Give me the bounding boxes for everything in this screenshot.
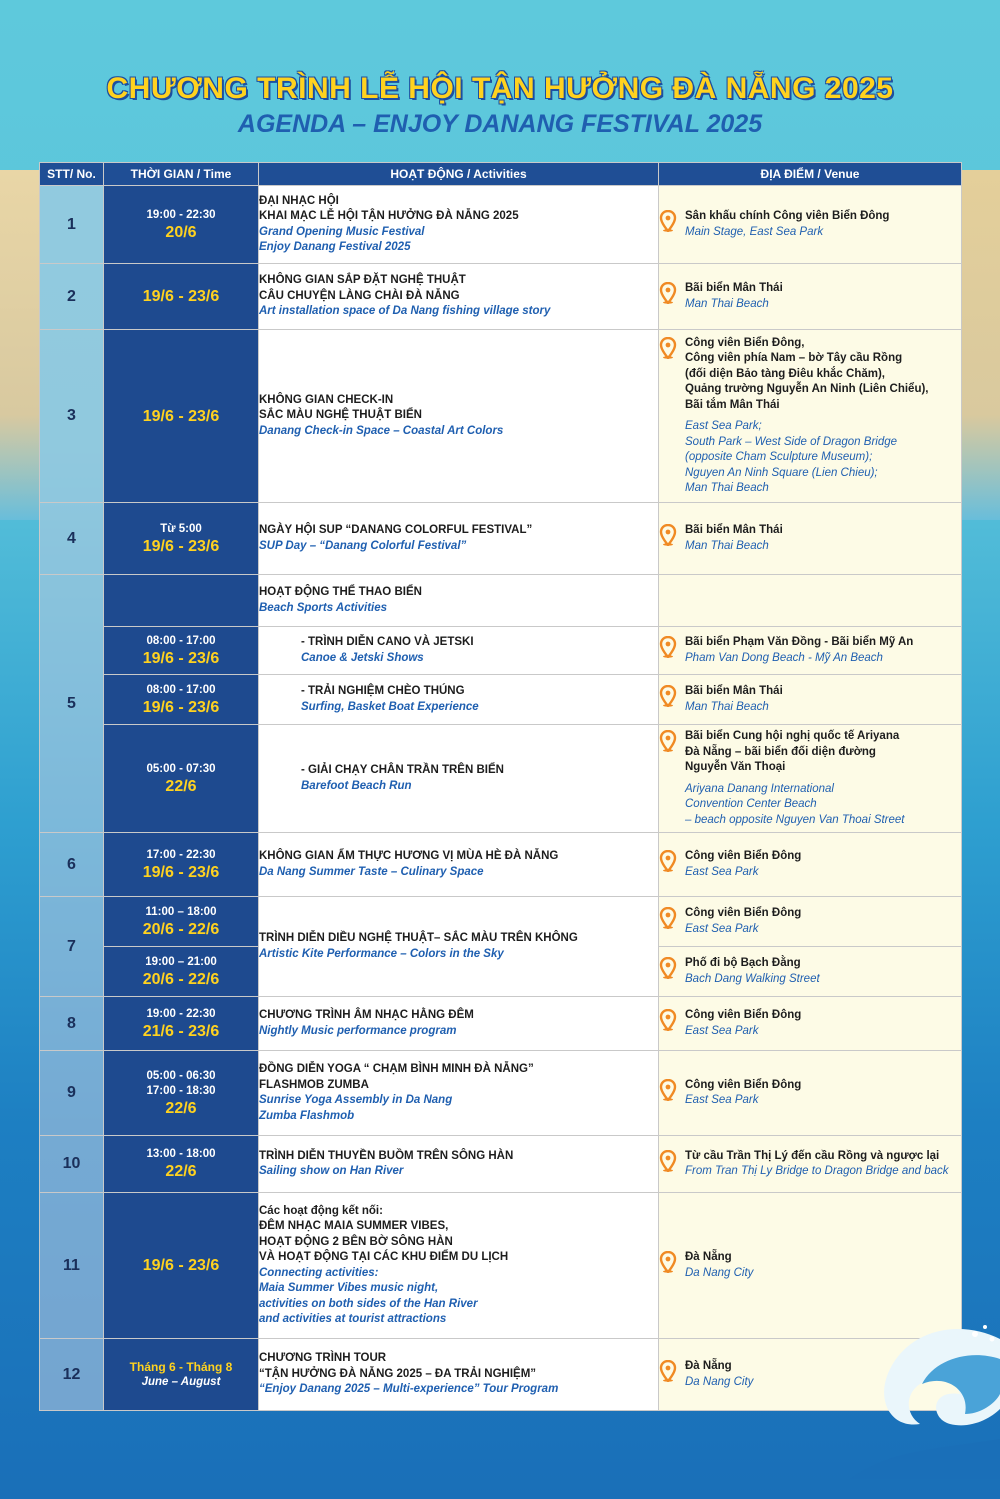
row-number: 10 (40, 1136, 104, 1193)
table-row (40, 627, 962, 675)
time-cell (104, 1051, 259, 1136)
activity-cell (259, 1136, 659, 1193)
time-range: 08:00 - 17:00 (146, 634, 216, 647)
activity-cell (259, 833, 659, 897)
activity-en: Surfing, Basket Boat Experience (301, 700, 479, 713)
venue-vn: Công viên Biển Đông (685, 850, 802, 862)
date-range: 22/6 (165, 1163, 197, 1180)
venue-cell (659, 947, 962, 997)
beach-right-decoration (960, 170, 1000, 520)
venue-vn: (đối diện Bảo tàng Điêu khắc Chăm), (685, 367, 885, 380)
time-range: 13:00 - 18:00 (146, 1148, 216, 1160)
venue-en: East Sea Park (685, 922, 759, 935)
venue-vn: Bãi biển Mân Thái (685, 685, 783, 697)
time-cell (104, 997, 259, 1051)
table-row (40, 1339, 962, 1411)
header-time: THỜI GIAN / Time (104, 163, 259, 186)
venue-en: (opposite Cham Sculpture Museum); (685, 451, 873, 463)
agenda-table (39, 162, 962, 1411)
header-no: STT/ No. (40, 163, 104, 186)
venue-vn: Công viên phía Nam – bờ Tây cầu Rồng (685, 352, 903, 364)
header-activities: HOẠT ĐỘNG / Activities (259, 163, 659, 186)
row-number: 12 (40, 1339, 104, 1411)
row-number: 2 (40, 264, 104, 330)
activity-vn: Các hoạt động kết nối: (259, 1204, 383, 1217)
activity-cell (259, 264, 659, 330)
time-cell (104, 1193, 259, 1339)
venue-vn: Công viên Biển Đông (685, 907, 802, 919)
activity-cell (259, 1051, 659, 1136)
date-range: Tháng 6 - Tháng 8 (129, 1360, 233, 1374)
location-pin-icon (659, 957, 677, 979)
activity-en: activities on both sides of the Han River (259, 1297, 478, 1310)
table-row (40, 1051, 962, 1136)
activity-vn: CHƯƠNG TRÌNH TOUR (259, 1352, 387, 1365)
time-range: Từ 5:00 (160, 522, 202, 535)
venue-cell (659, 503, 962, 575)
activity-en: Art installation space of Da Nang fishing village story (259, 305, 551, 318)
venue-vn: Bãi biển Mân Thái (685, 282, 783, 294)
activity-en: and activities at tourist attractions (259, 1313, 447, 1325)
activity-vn: KHÔNG GIAN ẨM THỰC HƯƠNG VỊ MÙA HÈ ĐÀ NẴNG (259, 850, 559, 862)
date-range: 19/6 - 23/6 (142, 407, 220, 425)
activity-vn: FLASHMOB ZUMBA (259, 1078, 369, 1091)
activity-en: Artistic Kite Performance – Colors in the Sky (259, 947, 504, 960)
venue-vn: Đà Nẵng – bãi biển đối diện đường (685, 745, 876, 758)
row-number: 1 (40, 186, 104, 264)
activity-en: Maia Summer Vibes music night, (259, 1282, 439, 1294)
title-vietnamese: CHƯƠNG TRÌNH LỄ HỘI TẬN HƯỞNG ĐÀ NẴNG 2025 (106, 72, 894, 105)
venue-cell (659, 897, 962, 947)
venue-cell (659, 833, 962, 897)
activity-en: Danang Check-in Space – Coastal Art Colors (259, 424, 504, 437)
activity-en: Da Nang Summer Taste – Culinary Space (259, 865, 484, 878)
activity-vn: ĐỒNG DIỄN YOGA “ CHẠM BÌNH MINH ĐÀ NẴNG” (259, 1063, 534, 1075)
wave-icon (850, 1299, 1000, 1479)
venue-vn: Bãi biển Phạm Văn Đồng - Bãi biển Mỹ An (685, 636, 914, 648)
time-cell (104, 947, 259, 997)
location-pin-icon (659, 1360, 677, 1382)
time-range: 05:00 - 06:30 (146, 1069, 216, 1082)
venue-en: Bach Dang Walking Street (685, 972, 820, 985)
activity-en: Sailing show on Han River (259, 1165, 404, 1177)
activity-en: Zumba Flashmob (259, 1109, 355, 1122)
venue-cell (659, 186, 962, 264)
table-header-row (40, 163, 962, 186)
time-range: 17:00 - 18:30 (146, 1084, 216, 1097)
venue-vn: Đà Nẵng (685, 1251, 732, 1263)
activity-cell (259, 997, 659, 1051)
venue-cell (659, 1136, 962, 1193)
time-range: 08:00 - 17:00 (146, 683, 216, 696)
table-row (40, 1136, 962, 1193)
location-pin-icon (659, 730, 677, 752)
time-cell (104, 1339, 259, 1411)
location-pin-icon (659, 282, 677, 304)
activity-vn: HOẠT ĐỘNG THỂ THAO BIỂN (259, 586, 422, 598)
beach-left-decoration (0, 170, 40, 520)
activity-vn: CHƯƠNG TRÌNH ÂM NHẠC HẰNG ĐÊM (259, 1009, 474, 1021)
activity-vn: CÂU CHUYỆN LÀNG CHÀI ĐÀ NẴNG (259, 289, 460, 302)
venue-en: East Sea Park; (685, 420, 762, 432)
row-number: 6 (40, 833, 104, 897)
date-range: 19/6 - 23/6 (142, 1257, 220, 1274)
venue-cell (659, 1051, 962, 1136)
activity-vn: TRÌNH DIỄN THUYỀN BUỒM TRÊN SÔNG HÀN (259, 1149, 514, 1162)
location-pin-icon (659, 685, 677, 707)
row-number: 7 (40, 897, 104, 997)
activity-en: Connecting activities: (259, 1266, 379, 1279)
venue-en: Man Thai Beach (685, 700, 769, 713)
activity-vn: - TRÌNH DIỄN CANO VÀ JETSKI (301, 636, 474, 648)
table-row (40, 503, 962, 575)
activity-cell (259, 330, 659, 503)
venue-en: Ariyana Danang International (685, 782, 834, 795)
venue-vn: Quảng trường Nguyễn An Ninh (Liên Chiểu), (685, 383, 929, 395)
date-range: 22/6 (165, 777, 197, 795)
date-range: 19/6 - 23/6 (142, 537, 220, 555)
venue-vn: Nguyễn Văn Thoại (685, 761, 786, 773)
date-range: 19/6 - 23/6 (142, 649, 220, 667)
venue-vn: Công viên Biển Đông (685, 1078, 802, 1091)
venue-cell (659, 330, 962, 503)
time-cell (104, 503, 259, 575)
time-range: 05:00 - 07:30 (146, 762, 216, 775)
activity-vn: - GIẢI CHẠY CHÂN TRẦN TRÊN BIỂN (301, 764, 504, 776)
location-pin-icon (659, 1009, 677, 1031)
activity-en: Grand Opening Music Festival (259, 225, 425, 238)
date-range: 20/6 - 22/6 (142, 970, 220, 988)
time-cell (104, 186, 259, 264)
location-pin-icon (659, 337, 677, 359)
row-number: 11 (40, 1193, 104, 1339)
venue-en: – beach opposite Nguyen Van Thoai Street (685, 813, 905, 826)
activity-en: Sunrise Yoga Assembly in Da Nang (259, 1094, 453, 1106)
table-row (40, 186, 962, 264)
activity-cell (259, 897, 659, 997)
venue-vn: Bãi biển Mân Thái (685, 524, 783, 536)
activity-vn: KHÔNG GIAN CHECK-IN (259, 393, 394, 406)
venue-cell (659, 264, 962, 330)
row-number: 5 (40, 575, 104, 833)
location-pin-icon (659, 1079, 677, 1101)
date-range: 20/6 (165, 223, 197, 241)
activity-cell (259, 1193, 659, 1339)
time-range: 19:00 - 22:30 (146, 208, 216, 221)
activity-en: “Enjoy Danang 2025 – Multi-experience” Tour Program (259, 1383, 559, 1396)
venue-cell (659, 997, 962, 1051)
activity-vn: ĐẠI NHẠC HỘI (259, 194, 339, 207)
date-range: 20/6 - 22/6 (142, 920, 220, 938)
activity-vn: VÀ HOẠT ĐỘNG TẠI CÁC KHU ĐIỂM DU LỊCH (259, 1251, 509, 1263)
table-row (40, 725, 962, 833)
location-pin-icon (659, 1150, 677, 1172)
table-row (40, 897, 962, 947)
time-cell (104, 575, 259, 627)
venue-en: Main Stage, East Sea Park (685, 225, 824, 238)
row-number: 9 (40, 1051, 104, 1136)
venue-en: Pham Van Dong Beach - Mỹ An Beach (685, 651, 883, 664)
time-cell (104, 330, 259, 503)
time-cell (104, 1136, 259, 1193)
activity-en: Canoe & Jetski Shows (301, 651, 424, 664)
venue-cell (659, 575, 962, 627)
row-number: 8 (40, 997, 104, 1051)
location-pin-icon (659, 636, 677, 658)
venue-en: Convention Center Beach (685, 798, 817, 810)
venue-en: Nguyen An Ninh Square (Lien Chieu); (685, 466, 878, 479)
location-pin-icon (659, 210, 677, 232)
date-range: 22/6 (165, 1099, 197, 1117)
venue-vn: Bãi biển Cung hội nghị quốc tế Ariyana (685, 730, 900, 742)
venue-vn: Bãi tắm Mân Thái (685, 398, 780, 411)
time-cell (104, 264, 259, 330)
row-number: 4 (40, 503, 104, 575)
date-range: 19/6 - 23/6 (142, 863, 220, 881)
activity-en: Beach Sports Activities (259, 601, 388, 614)
venue-vn: Công viên Biển Đông (685, 1009, 802, 1021)
header-venue: ĐỊA ĐIỂM / Venue (659, 163, 962, 186)
activity-cell (259, 725, 659, 833)
venue-vn: Từ cầu Trần Thị Lý đến cầu Rồng và ngược lại (685, 1149, 940, 1162)
venue-en: Da Nang City (685, 1266, 754, 1279)
time-cell (104, 627, 259, 675)
activity-cell (259, 503, 659, 575)
venue-vn: Đà Nẵng (685, 1360, 732, 1372)
date-range-english: June – August (141, 1376, 221, 1388)
table-row (40, 675, 962, 725)
activity-vn: KHAI MẠC LỄ HỘI TẬN HƯỞNG ĐÀ NẴNG 2025 (259, 210, 519, 222)
time-cell (104, 725, 259, 833)
activity-en: SUP Day – “Danang Colorful Festival” (259, 539, 467, 552)
activity-cell (259, 575, 659, 627)
row-number: 3 (40, 330, 104, 503)
activity-vn: - TRẢI NGHIỆM CHÈO THÚNG (301, 685, 465, 697)
activity-cell (259, 1339, 659, 1411)
activity-vn: SẮC MÀU NGHỆ THUẬT BIỂN (259, 409, 422, 422)
venue-vn: Phố đi bộ Bạch Đằng (685, 957, 801, 969)
time-range: 17:00 - 22:30 (146, 848, 216, 861)
venue-en: South Park – West Side of Dragon Bridge (685, 435, 898, 448)
location-pin-icon (659, 850, 677, 872)
venue-en: East Sea Park (685, 1094, 759, 1106)
activity-en: Nightly Music performance program (259, 1024, 457, 1037)
venue-en: East Sea Park (685, 865, 759, 878)
table-row (40, 833, 962, 897)
location-pin-icon (659, 1251, 677, 1273)
venue-en: Da Nang City (685, 1375, 754, 1388)
time-range: 19:00 - 22:30 (146, 1007, 216, 1020)
activity-en: Barefoot Beach Run (301, 779, 412, 792)
venue-cell (659, 725, 962, 833)
venue-en: Man Thai Beach (685, 482, 769, 494)
table-row (40, 575, 962, 627)
venue-vn: Công viên Biển Đông, (685, 336, 805, 349)
activity-cell (259, 675, 659, 725)
time-range: 19:00 – 21:00 (145, 955, 217, 968)
activity-vn: “TẬN HƯỞNG ĐÀ NẴNG 2025 – ĐA TRẢI NGHIỆM” (259, 1367, 537, 1380)
venue-cell (659, 627, 962, 675)
location-pin-icon (659, 524, 677, 546)
activity-vn: TRÌNH DIỄN DIỀU NGHỆ THUẬT– SẮC MÀU TRÊN KHÔNG (259, 932, 578, 944)
activity-vn: KHÔNG GIAN SẮP ĐẶT NGHỆ THUẬT (259, 274, 466, 287)
table-row (40, 264, 962, 330)
activity-vn: HOẠT ĐỘNG 2 BÊN BỜ SÔNG HÀN (259, 1235, 453, 1248)
time-range: 11:00 – 18:00 (145, 905, 217, 918)
location-pin-icon (659, 907, 677, 929)
time-cell (104, 675, 259, 725)
date-range: 21/6 - 23/6 (142, 1022, 220, 1040)
title-english: AGENDA – ENJOY DANANG FESTIVAL 2025 (237, 110, 763, 138)
time-cell (104, 833, 259, 897)
venue-vn: Sân khấu chính Công viên Biển Đông (685, 210, 890, 222)
venue-en: From Tran Thị Ly Bridge to Dragon Bridge and back (685, 1165, 949, 1177)
date-range: 19/6 - 23/6 (142, 288, 220, 305)
activity-cell (259, 186, 659, 264)
venue-en: Man Thai Beach (685, 297, 769, 310)
time-cell (104, 897, 259, 947)
activity-vn: NGÀY HỘI SUP “DANANG COLORFUL FESTIVAL” (259, 524, 533, 536)
date-range: 19/6 - 23/6 (142, 698, 220, 716)
venue-en: East Sea Park (685, 1024, 759, 1037)
table-row (40, 997, 962, 1051)
table-row (40, 1193, 962, 1339)
venue-en: Man Thai Beach (685, 539, 769, 552)
activity-en: Enjoy Danang Festival 2025 (259, 241, 411, 253)
activity-vn: ĐÊM NHẠC MAIA SUMMER VIBES, (259, 1220, 449, 1232)
table-row (40, 330, 962, 503)
activity-cell (259, 627, 659, 675)
venue-cell (659, 675, 962, 725)
